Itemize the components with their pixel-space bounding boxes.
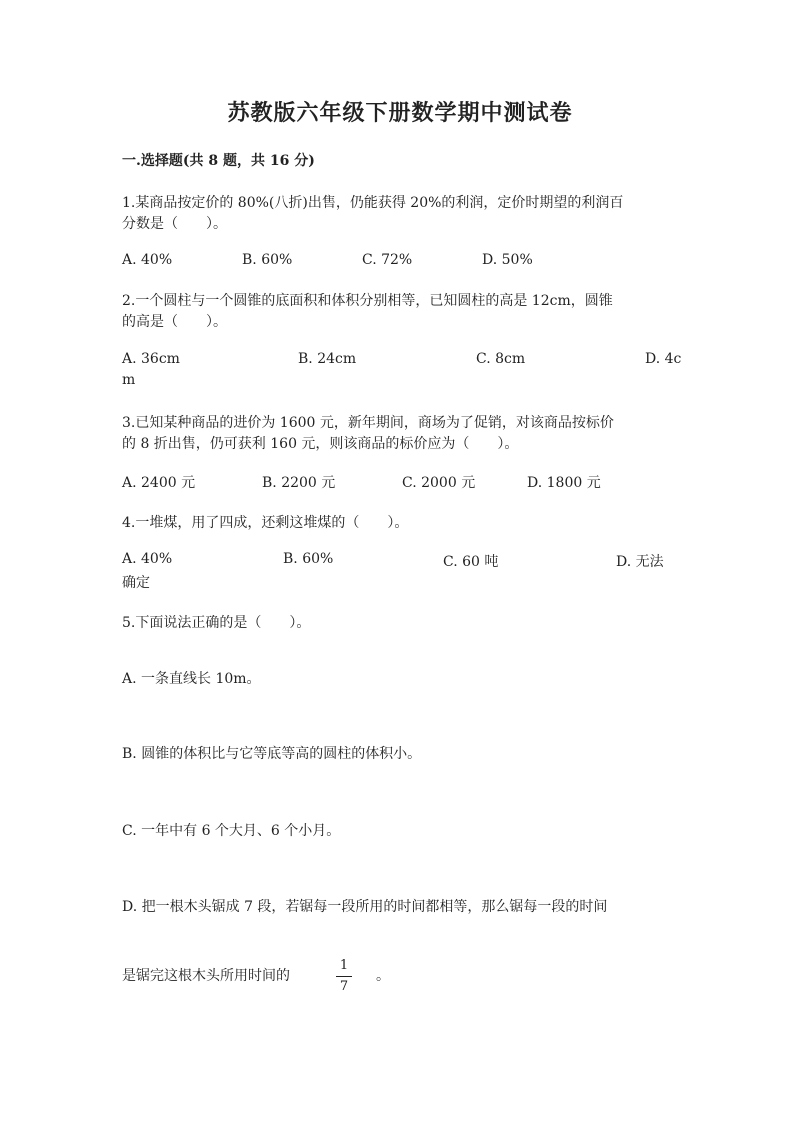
question-4-option-b: B. 60% xyxy=(283,551,334,567)
question-5-option-d: D. 把一根木头锯成 7 段，若锯每一段所用的时间都相等，那么锯每一段的时间 xyxy=(122,899,608,915)
fraction-denominator: 7 xyxy=(339,979,349,994)
question-3-option-a: A. 2400 元 xyxy=(122,475,196,491)
question-1-line-2: 分数是（ ）。 xyxy=(122,216,227,232)
question-3-line-2: 的 8 折出售，仍可获利 160 元，则该商品的标价应为（ ）。 xyxy=(122,436,519,452)
question-2-option-a: A. 36cm xyxy=(122,351,180,367)
question-3-option-c: C. 2000 元 xyxy=(402,475,476,491)
question-1-line-1: 1.某商品按定价的 80%(八折)出售，仍能获得 20%的利润，定价时期望的利润百 xyxy=(122,195,624,211)
question-1-option-b: B. 60% xyxy=(242,252,293,268)
question-4-line-1: 4.一堆煤，用了四成，还剩这堆煤的（ ）。 xyxy=(122,515,409,531)
question-3-line-1: 3.已知某种商品的进价为 1600 元，新年期间，商场为了促销，对该商品按标价 xyxy=(122,415,614,431)
question-2-option-d: D. 4c xyxy=(645,351,682,367)
fraction-bar xyxy=(336,976,352,977)
fraction-numerator: 1 xyxy=(339,958,349,973)
question-5-option-d-continued: 是锯完这根木头所用时间的 xyxy=(122,968,290,984)
question-2-option-d-wrap: m xyxy=(122,372,136,388)
page-title: 苏教版六年级下册数学期中测试卷 xyxy=(227,100,573,126)
question-3-option-d: D. 1800 元 xyxy=(527,475,601,491)
question-4-option-d: D. 无法 xyxy=(616,554,664,570)
question-4-option-c: C. 60 吨 xyxy=(443,554,499,570)
question-1-option-a: A. 40% xyxy=(122,252,173,268)
question-2-option-c: C. 8cm xyxy=(476,351,526,367)
question-5-option-a: A. 一条直线长 10m。 xyxy=(122,671,261,687)
question-2-option-b: B. 24cm xyxy=(298,351,357,367)
section-heading: 一.选择题(共 8 题，共 16 分) xyxy=(122,153,315,169)
question-2-line-1: 2.一个圆柱与一个圆锥的底面积和体积分别相等，已知圆柱的高是 12cm，圆锥 xyxy=(122,293,613,309)
question-3-option-b: B. 2200 元 xyxy=(262,475,336,491)
question-1-option-d: D. 50% xyxy=(482,252,533,268)
question-4-option-d-wrap: 确定 xyxy=(122,575,150,591)
question-2-line-2: 的高是（ ）。 xyxy=(122,314,227,330)
question-5-option-b: B. 圆锥的体积比与它等底等高的圆柱的体积小。 xyxy=(122,746,422,762)
question-1-option-c: C. 72% xyxy=(362,252,413,268)
question-5-line-1: 5.下面说法正确的是（ ）。 xyxy=(122,615,311,631)
question-5-end-mark: 。 xyxy=(376,968,390,984)
fraction-one-seventh xyxy=(336,958,352,995)
question-5-option-c: C. 一年中有 6 个大月、6 个小月。 xyxy=(122,823,341,839)
question-4-option-a: A. 40% xyxy=(122,551,173,567)
